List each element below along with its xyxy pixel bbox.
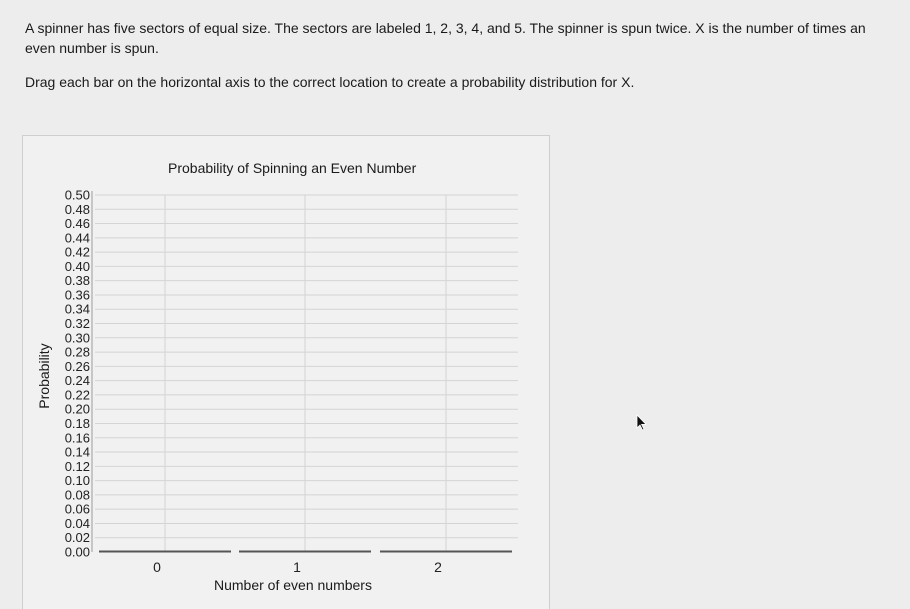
- y-tick-label: 0.18: [64, 415, 90, 431]
- y-tick-label: 0.04: [64, 515, 90, 531]
- y-tick-label: 0.28: [64, 344, 90, 360]
- question-instruction: Drag each bar on the horizontal axis to the correct location to create a probability distribution for X.: [25, 74, 635, 90]
- y-tick-label: 0.44: [64, 230, 90, 246]
- x-tick-label: 0: [153, 559, 161, 575]
- question-prompt: A spinner has five sectors of equal size. The sectors are labeled 1, 2, 3, 4, and 5. The spinner is spun twice. X is the number of times an even number is spun.: [25, 20, 866, 56]
- y-tick-label: 0.14: [64, 444, 90, 460]
- y-tick-label: 0.46: [64, 216, 90, 232]
- y-tick-label: 0.34: [64, 301, 90, 317]
- x-axis-label: Number of even numbers: [214, 577, 372, 593]
- y-tick-label: 0.38: [64, 273, 90, 289]
- draggable-bar-2[interactable]: [380, 551, 512, 553]
- y-tick-label: 0.42: [64, 244, 90, 260]
- x-tick-label: 1: [293, 559, 301, 575]
- draggable-bar-0[interactable]: [99, 551, 231, 553]
- y-tick-label: 0.00: [64, 544, 90, 560]
- y-tick-label: 0.20: [64, 401, 90, 417]
- x-tick-label: 2: [434, 559, 442, 575]
- y-tick-label: 0.16: [64, 430, 90, 446]
- y-axis-label: Probability: [36, 343, 52, 409]
- y-tick-label: 0.10: [64, 473, 90, 489]
- y-tick-label: 0.06: [64, 501, 90, 517]
- y-tick-label: 0.32: [64, 316, 90, 332]
- y-tick-label: 0.08: [64, 487, 90, 503]
- y-tick-label: 0.12: [64, 458, 90, 474]
- arrow-cursor-icon: [636, 414, 648, 432]
- y-tick-label: 0.26: [64, 358, 90, 374]
- y-tick-label: 0.50: [64, 187, 90, 203]
- y-tick-label: 0.48: [64, 201, 90, 217]
- chart-title: Probability of Spinning an Even Number: [168, 160, 417, 176]
- y-tick-label: 0.36: [64, 287, 90, 303]
- y-tick-label: 0.30: [64, 330, 90, 346]
- y-tick-label: 0.22: [64, 387, 90, 403]
- y-tick-label: 0.02: [64, 530, 90, 546]
- y-tick-label: 0.40: [64, 258, 90, 274]
- y-tick-label: 0.24: [64, 373, 90, 389]
- draggable-bar-1[interactable]: [239, 551, 371, 553]
